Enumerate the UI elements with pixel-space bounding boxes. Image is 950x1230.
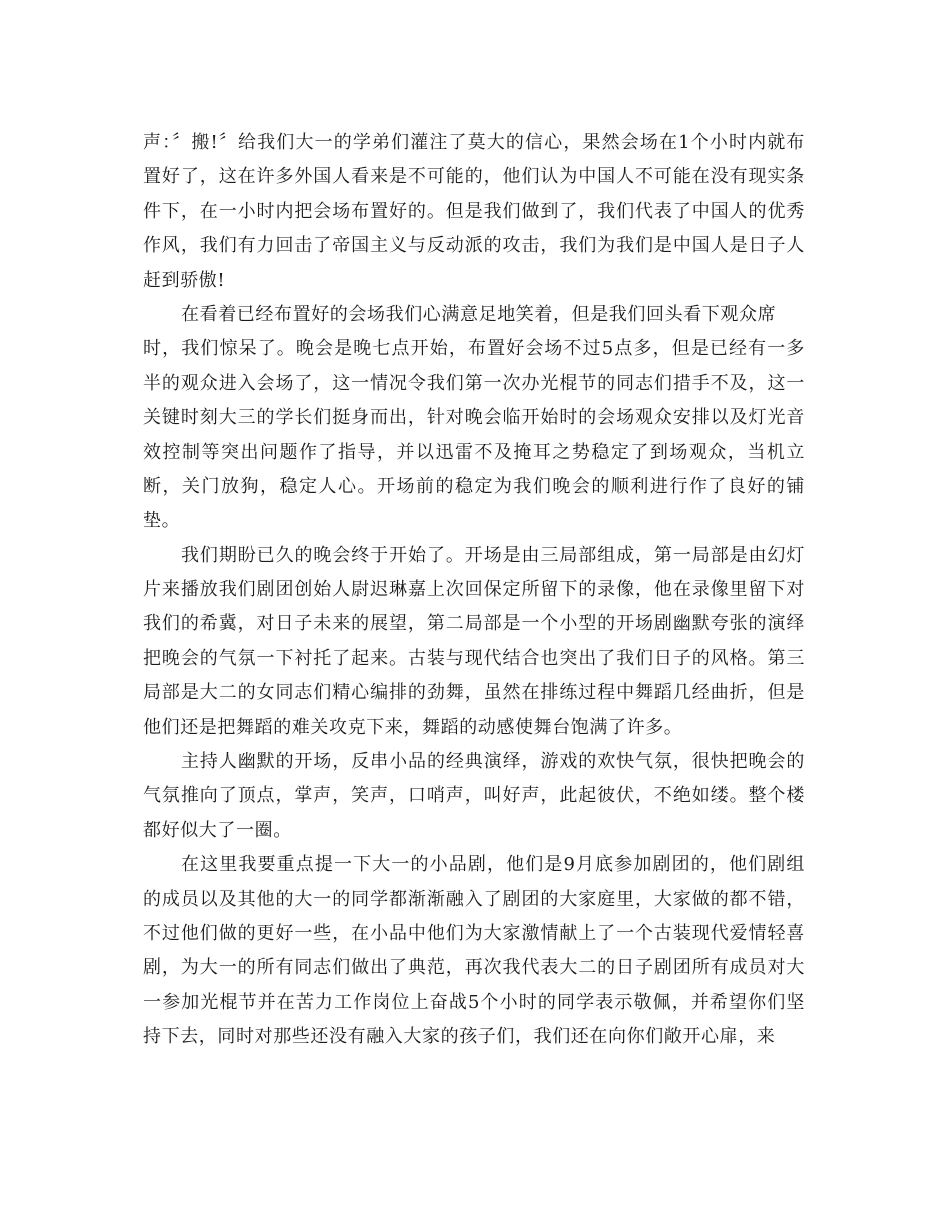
- text-line: 气氛推向了顶点，掌声，笑声，口哨声，叫好声，此起彼伏，不绝如缕。整个楼: [143, 785, 805, 807]
- text-line: 置好了，这在许多外国人看来是不可能的，他们认为中国人不可能在没有现实条: [143, 166, 805, 188]
- text-line: 半的观众进入会场了，这一情况令我们第一次办光棍节的同志们措手不及，这一: [143, 372, 805, 394]
- text-line: 剧，为大一的所有同志们做出了典范，再次我代表大二的日子剧团所有成员对大: [143, 957, 805, 979]
- text-line: 他们还是把舞蹈的难关攻克下来，舞蹈的动感使舞台饱满了许多。: [143, 716, 683, 738]
- text-line: 的成员以及其他的大一的同学都渐渐融入了剧团的大家庭里，大家做的都不错，: [143, 888, 805, 910]
- paragraph-3: [143, 539, 805, 745]
- text-line: 局部是大二的女同志们精心编排的劲舞，虽然在排练过程中舞蹈几经曲折，但是: [143, 682, 805, 704]
- paragraph-1: [143, 126, 805, 298]
- document-page: [143, 126, 805, 1055]
- paragraph-2: [143, 298, 805, 539]
- paragraph-5: [143, 848, 805, 1054]
- text-line: 把晚会的气氛一下衬托了起来。古装与现代结合也突出了我们日子的风格。第三: [143, 647, 805, 669]
- text-line: 一参加光棍节并在苦力工作岗位上奋战5个小时的同学表示敬佩，并希望你们坚: [143, 991, 805, 1013]
- text-line: 我们的希冀，对日子未来的展望，第二局部是一个小型的开场剧幽默夸张的演绎: [143, 613, 805, 635]
- paragraph-4: [143, 745, 805, 848]
- text-line: 赶到骄傲!: [143, 269, 226, 291]
- text-line: 作风，我们有力回击了帝国主义与反动派的攻击，我们为我们是中国人是日子人: [143, 235, 805, 257]
- text-line: 件下，在一小时内把会场布置好的。但是我们做到了，我们代表了中国人的优秀: [143, 200, 805, 222]
- text-line: 时，我们惊呆了。晚会是晚七点开始，布置好会场不过5点多，但是已经有一多: [143, 338, 805, 360]
- text-line: 在看着已经布置好的会场我们心满意足地笑着，但是我们回头看下观众席: [181, 303, 777, 325]
- text-line: 垫。: [143, 510, 181, 532]
- text-line: 断，关门放狗，稳定人心。开场前的稳定为我们晚会的顺利进行作了良好的铺: [143, 475, 805, 497]
- text-line: 在这里我要重点提一下大一的小品剧，他们是9月底参加剧团的，他们剧组: [181, 854, 805, 876]
- text-line: 效控制等突出问题作了指导，并以迅雷不及掩耳之势稳定了到场观众，当机立: [143, 441, 805, 463]
- text-line: 我们期盼已久的晚会终于开始了。开场是由三局部组成，第一局部是由幻灯: [181, 544, 805, 566]
- text-line: 持下去，同时对那些还没有融入大家的孩子们，我们还在向你们敞开心扉，来: [143, 1026, 776, 1048]
- text-line: 主持人幽默的开场，反串小品的经典演绎，游戏的欢快气氛，很快把晚会的: [181, 751, 805, 773]
- text-line: 声：〞搬!〞给我们大一的学弟们灌注了莫大的信心，果然会场在1个小时内就布: [143, 132, 805, 153]
- text-line: 不过他们做的更好一些，在小品中他们为大家激情献上了一个古装现代爱情轻喜: [143, 922, 805, 944]
- text-line: 关键时刻大三的学长们挺身而出，针对晚会临开始时的会场观众安排以及灯光音: [143, 407, 805, 429]
- text-line: 片来播放我们剧团创始人尉迟琳嘉上次回保定所留下的录像，他在录像里留下对: [143, 579, 805, 601]
- text-line: 都好似大了一圈。: [143, 819, 292, 841]
